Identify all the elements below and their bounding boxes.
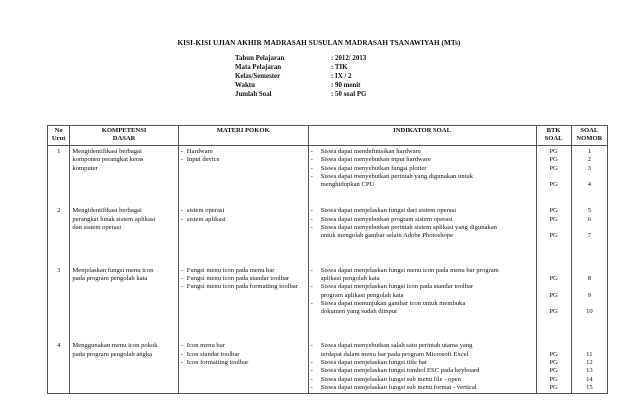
soal-number: 9 — [587, 291, 591, 299]
info-row-waktu — [235, 82, 435, 91]
soal-number: 3 — [587, 164, 591, 172]
btk-value: PG — [549, 383, 558, 391]
bullet-dash: - — [310, 283, 313, 291]
bullet-dash — [311, 275, 321, 283]
table-body — [48, 146, 608, 394]
indikator-cell — [308, 255, 536, 333]
bullet-dash: - — [310, 164, 313, 172]
bullet-dash — [311, 232, 321, 240]
soal-number — [574, 300, 605, 308]
indikator-text: menghidupkan CPU — [320, 181, 375, 189]
materi-item — [181, 351, 306, 359]
soal-number: 13 — [586, 367, 593, 375]
indikator-text: Siswa dapat menjelaskan fungsi icon pada standar toolbar — [320, 283, 474, 291]
indikator-item — [311, 275, 534, 283]
kompetensi-line: pada program pengolah kata — [72, 274, 148, 282]
btk-value: PG — [549, 148, 558, 155]
row-number-text: 3 — [57, 266, 61, 274]
indikator-item — [311, 367, 534, 375]
materi-item — [181, 359, 306, 367]
indikator-text: dokumen yang sudah diinput — [320, 308, 397, 316]
indikator-cell — [308, 146, 536, 198]
btk-value — [539, 173, 569, 181]
materi-text: Fungsi menu icon pada standar toolbar — [186, 274, 290, 282]
bullet-dash: - — [180, 156, 183, 164]
bullet-dash: - — [180, 350, 183, 358]
materi-text: Icon formatting toolbar — [186, 359, 249, 367]
btk-value: PG — [549, 181, 558, 189]
indikator-text: Siswa dapat menyebutkan input hardware — [320, 156, 431, 164]
indikator-item — [311, 232, 534, 240]
header-btk: BTK SOAL — [536, 126, 571, 146]
soal-number: 15 — [586, 383, 593, 391]
btk-value: PG — [549, 367, 558, 375]
indikator-item — [311, 351, 534, 359]
indikator-item — [311, 173, 534, 181]
row-number-text: 1 — [57, 148, 61, 155]
bullet-dash: - — [310, 172, 313, 180]
info-label: Kelas/Semester — [235, 73, 281, 80]
indikator-item — [311, 165, 534, 173]
soal-nomor-cell — [571, 255, 607, 333]
kompetensi-line: dan sistem operasi — [72, 224, 122, 232]
indikator-item — [311, 342, 534, 350]
btk-value: PG — [549, 207, 558, 215]
row-number-text: 2 — [57, 207, 61, 215]
materi-text: Fungsi menu icon pada formatting toolbar — [186, 283, 298, 291]
bullet-dash — [311, 351, 321, 359]
document-title: KISI-KISI UJIAN AKHIR MADRASAH SUSULAN MADRASAH TSANAWIYAH (MTs) — [177, 39, 461, 47]
materi-text: sistem operasi — [186, 207, 225, 215]
indikator-item — [311, 292, 534, 300]
bullet-dash: - — [310, 224, 313, 232]
kompetensi-line: Mengidentifikasi berbagai — [72, 148, 142, 155]
materi-item — [181, 283, 306, 291]
info-row-jumlah — [235, 91, 435, 100]
header-kompetensi: KOMPETENSI DASAR — [70, 126, 178, 146]
info-value: : 50 soal PG — [331, 91, 367, 98]
bullet-dash: - — [310, 342, 313, 350]
soal-number — [574, 342, 605, 350]
info-row-tahun — [235, 55, 435, 64]
bullet-dash: - — [310, 375, 313, 383]
table-header-row — [48, 126, 608, 146]
soal-number — [574, 173, 605, 181]
materi-text: Hardware — [186, 148, 213, 155]
kompetensi-line: pada program pengolah angka — [72, 350, 153, 358]
materi-item — [181, 342, 306, 350]
soal-number: 8 — [587, 274, 591, 282]
info-row-kelas — [235, 73, 435, 82]
soal-number: 1 — [587, 148, 591, 155]
indikator-item — [311, 207, 534, 215]
materi-text: Fungsi menu icon pada menu bar — [186, 266, 275, 274]
info-value: : 90 menit — [331, 82, 361, 89]
bullet-dash: - — [310, 156, 313, 164]
soal-nomor-cell — [571, 146, 607, 198]
kompetensi-line: komputer — [72, 164, 98, 172]
bullet-dash: - — [310, 215, 313, 223]
btk-value: PG — [549, 375, 558, 383]
btk-value: PG — [549, 156, 558, 164]
soal-number — [574, 267, 605, 275]
btk-value — [539, 300, 569, 308]
kompetensi-cell — [70, 197, 178, 254]
materi-cell — [178, 332, 308, 393]
btk-value — [539, 267, 569, 275]
btk-cell — [536, 197, 571, 254]
materi-cell — [178, 146, 308, 198]
btk-cell — [536, 332, 571, 393]
bullet-dash: - — [180, 207, 183, 215]
kompetensi-line: Mengidentifikasi berbagai — [72, 207, 142, 215]
bullet-dash — [311, 181, 321, 189]
indikator-text: untuk mengolah gambar selain Adobe Photoshope — [320, 232, 454, 240]
indikator-item — [311, 224, 534, 232]
btk-value: PG — [549, 359, 558, 367]
info-label: Mata Pelajaran — [235, 64, 282, 71]
materi-text: Icon standar toolbar — [186, 350, 240, 358]
soal-number: 6 — [587, 215, 591, 223]
indikator-text: Siswa dapat menyebutkan perintah yang digunakan untuk — [320, 172, 473, 180]
indikator-text: Siswa dapat menyebutkan program sistem operasi — [320, 215, 453, 223]
row-number — [48, 197, 70, 254]
header-materi: MATERI POKOK — [178, 126, 308, 146]
indikator-text: program aplikasi pengolah kata — [320, 291, 404, 299]
materi-text: Icon menu bar — [186, 342, 225, 350]
indikator-item — [311, 359, 534, 367]
indikator-text: Siswa dapat menjelaskan fungsi menu icon pada menu bar program — [320, 266, 499, 274]
indikator-text: Siswa dapat menyebutkan perintah sistem aplikasi yang digunakan — [320, 224, 497, 232]
info-label: Waktu — [235, 82, 255, 89]
bullet-dash: - — [310, 367, 313, 375]
kisi-kisi-table — [47, 125, 608, 394]
kompetensi-line: perangkat lunak sistem aplikasi — [72, 215, 156, 223]
info-label: Jumlah Soal — [235, 91, 272, 98]
soal-number: 7 — [587, 232, 591, 240]
row-number-text: 4 — [57, 342, 61, 350]
indikator-item — [311, 376, 534, 384]
info-value: : 2012/ 2013 — [331, 55, 367, 62]
kompetensi-line: Menggunakan menu icon pokok — [72, 342, 158, 350]
btk-value: PG — [549, 291, 558, 299]
bullet-dash: - — [310, 148, 313, 155]
indikator-item — [311, 216, 534, 224]
btk-value — [539, 283, 569, 291]
table-row — [48, 146, 608, 198]
btk-value: PG — [549, 164, 558, 172]
soal-number: 11 — [586, 350, 593, 358]
info-value: : IX / 2 — [331, 73, 352, 80]
kompetensi-cell — [70, 146, 178, 198]
row-number — [48, 332, 70, 393]
indikator-text: Siswa dapat menyebutkan fungsi plotter — [320, 164, 427, 172]
btk-value: PG — [549, 232, 558, 240]
materi-cell — [178, 255, 308, 333]
info-label: Tahun Pelajaran — [235, 55, 285, 62]
indikator-item — [311, 148, 534, 156]
table-row — [48, 255, 608, 333]
bullet-dash: - — [180, 215, 183, 223]
table-row — [48, 332, 608, 393]
btk-value: PG — [549, 215, 558, 223]
indikator-text: Siswa dapat menjelaskan fungsi dari sistem operasi — [320, 207, 457, 215]
bullet-dash: - — [180, 148, 183, 155]
row-number — [48, 255, 70, 333]
indikator-text: aplikasi pengolah kata — [320, 274, 380, 282]
indikator-cell — [308, 332, 536, 393]
bullet-dash: - — [180, 266, 183, 274]
bullet-dash: - — [180, 359, 183, 367]
info-row-mapel — [235, 64, 435, 73]
bullet-dash — [311, 308, 321, 316]
bullet-dash: - — [310, 359, 313, 367]
btk-value: PG — [549, 350, 558, 358]
bullet-dash: - — [180, 342, 183, 350]
indikator-text: Siswa dapat menunjukan gambar icon untuk membuka — [320, 299, 466, 307]
indikator-text: Siswa dapat menjelaskan fungsi sub menu format - vertical — [320, 383, 477, 391]
materi-text: sistem aplikasi — [186, 215, 226, 223]
kompetensi-line: komponen perangkat keras — [72, 156, 144, 164]
materi-item — [181, 216, 306, 224]
soal-nomor-cell — [571, 197, 607, 254]
materi-item — [181, 156, 306, 164]
bullet-dash: - — [180, 274, 183, 282]
soal-number: 5 — [587, 207, 591, 215]
materi-item — [181, 275, 306, 283]
btk-cell — [536, 255, 571, 333]
indikator-item — [311, 384, 534, 392]
bullet-dash — [311, 292, 321, 300]
indikator-item — [311, 267, 534, 275]
bullet-dash: - — [310, 207, 313, 215]
table-row — [48, 197, 608, 254]
header-soal-nomor: SOAL NOMOR — [571, 126, 607, 146]
indikator-cell — [308, 197, 536, 254]
indikator-item — [311, 308, 534, 316]
soal-number: 14 — [586, 375, 593, 383]
materi-item — [181, 207, 306, 215]
soal-number: 4 — [587, 181, 591, 189]
btk-value: PG — [549, 308, 558, 316]
indikator-text: Siswa dapat menjelaskan fungsi title bar — [320, 359, 427, 367]
indikator-item — [311, 283, 534, 291]
indikator-text: Siswa dapat menjelaskan fungsi tombol ESC pada keyboard — [320, 367, 480, 375]
row-number — [48, 146, 70, 198]
materi-cell — [178, 197, 308, 254]
indikator-item — [311, 181, 534, 189]
soal-number — [574, 224, 605, 232]
bullet-dash: - — [310, 266, 313, 274]
indikator-text: Siswa dapat mendefinisikan hardware — [320, 148, 421, 155]
soal-nomor-cell — [571, 332, 607, 393]
btk-value — [539, 342, 569, 350]
soal-number — [574, 283, 605, 291]
header-no: No Urut — [48, 126, 70, 146]
materi-text: Input device — [186, 156, 220, 164]
btk-value — [539, 224, 569, 232]
indikator-text: Siswa dapat menyebutkan salah satu perintah utama yang — [320, 342, 473, 350]
info-value: : TIK — [331, 64, 348, 71]
soal-number: 12 — [586, 359, 593, 367]
btk-cell — [536, 146, 571, 198]
indikator-text: terdapat dalam menu bar pada program Microsoft Excel — [320, 350, 469, 358]
indikator-item — [311, 156, 534, 164]
bullet-dash: - — [310, 299, 313, 307]
kompetensi-cell — [70, 332, 178, 393]
soal-number: 10 — [586, 308, 593, 316]
indikator-text: Siswa dapat menjelaskan fungsi sub menu file - open — [320, 375, 461, 383]
header-indikator: INDIKATOR SOAL — [308, 126, 536, 146]
btk-value: PG — [549, 274, 558, 282]
bullet-dash: - — [180, 283, 183, 291]
materi-item — [181, 267, 306, 275]
materi-item — [181, 148, 306, 156]
kompetensi-cell — [70, 255, 178, 333]
indikator-item — [311, 300, 534, 308]
kompetensi-line: Menjelaskan fungsi menu icon — [72, 266, 154, 274]
bullet-dash: - — [310, 383, 313, 391]
soal-number: 2 — [587, 156, 591, 164]
